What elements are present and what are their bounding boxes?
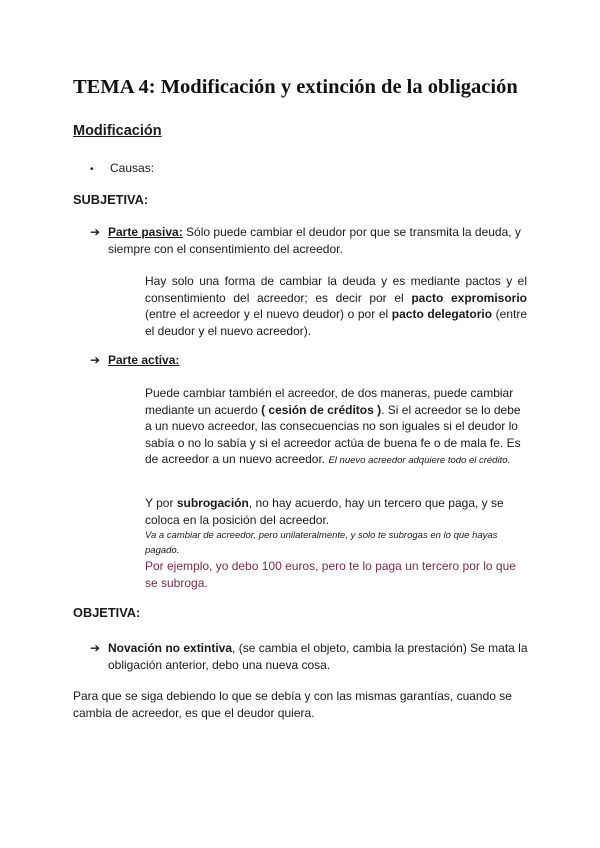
parte-pasiva-text: Parte pasiva: Sólo puede cambiar el deudor por que se transmita la deuda, y siempre con el consentimiento del acreedor.: [108, 225, 521, 256]
bullet-item-causas: [90, 161, 154, 175]
pacto-delegatorio: pacto delegatorio: [391, 307, 493, 321]
pacto-expromisorio: pacto expromisorio: [411, 290, 527, 305]
pasiva-explanation: Hay solo una forma de cambiar la deuda y es mediante pactos y el consentimiento del acreedor; es decir por el pacto expromisorio (entre el acreedor y el nuevo deudor) o por el pacto delegatorio (entre el deudor y el nuevo acreedor).: [145, 274, 527, 338]
subrogacion-text: Y por subrogación, no hay acuerdo, hay un tercero que paga, y se coloca en la posición del acreedor.: [145, 496, 504, 527]
section-heading-modificacion: Modificación: [73, 123, 162, 139]
page-title: TEMA 4: Modificación y extinción de la obligación: [73, 76, 518, 98]
objetiva-heading: OBJETIVA:: [73, 605, 141, 620]
parte-activa-item: [90, 352, 530, 369]
subrogacion-block: [145, 495, 527, 591]
closing-paragraph: Para que se siga debiendo lo que se debía y con las mismas garantías, cuando se cambia de acreedor, es que el deudor quiera.: [73, 689, 512, 720]
bullet-text: Causas:: [110, 161, 155, 175]
novacion-text: Novación no extintiva, (se cambia el objeto, cambia la prestación) Se mata la obligación anterior, debo una nueva cosa.: [108, 641, 528, 672]
activa-explanation: Puede cambiar también el acreedor, de dos maneras, puede cambiar mediante un acuerdo ( cesión de créditos ). Si el acreedor se lo debe a un nuevo acreedor, las consecuencias no son iguales si el deudor lo sabía o no lo sabía y si el acreedor actúa de buena fe o de mala fe. Es de acreedor a un nuevo acreedor. El nuevo acreedor adquiere todo el crédito.: [145, 386, 521, 466]
subrogacion-note: Va a cambiar de acreedor, pero unilateralmente, y solo te subrogas en lo que hayas pagado.: [145, 530, 498, 556]
parte-activa-text: [108, 352, 530, 369]
novacion-item: [90, 640, 530, 674]
novacion-label: Novación no extintiva: [108, 641, 233, 655]
subjetiva-heading: SUBJETIVA:: [73, 192, 149, 207]
subrogacion-example: Por ejemplo, yo debo 100 euros, pero te lo paga un tercero por lo que se subroga.: [145, 559, 516, 590]
arrow-icon: ➔: [90, 225, 101, 239]
parte-pasiva-label: Parte pasiva:: [108, 225, 183, 239]
parte-pasiva-item: [90, 224, 530, 258]
subrogacion-term: subrogación: [176, 496, 249, 510]
bullet-icon: •: [90, 164, 94, 175]
activa-note: El nuevo acreedor adquiere todo el crédito.: [328, 455, 511, 466]
cesion-de-creditos: ( cesión de créditos ): [261, 402, 382, 417]
arrow-icon: ➔: [90, 641, 101, 655]
parte-activa-label: Parte activa:: [108, 353, 180, 367]
arrow-icon: ➔: [90, 353, 101, 367]
